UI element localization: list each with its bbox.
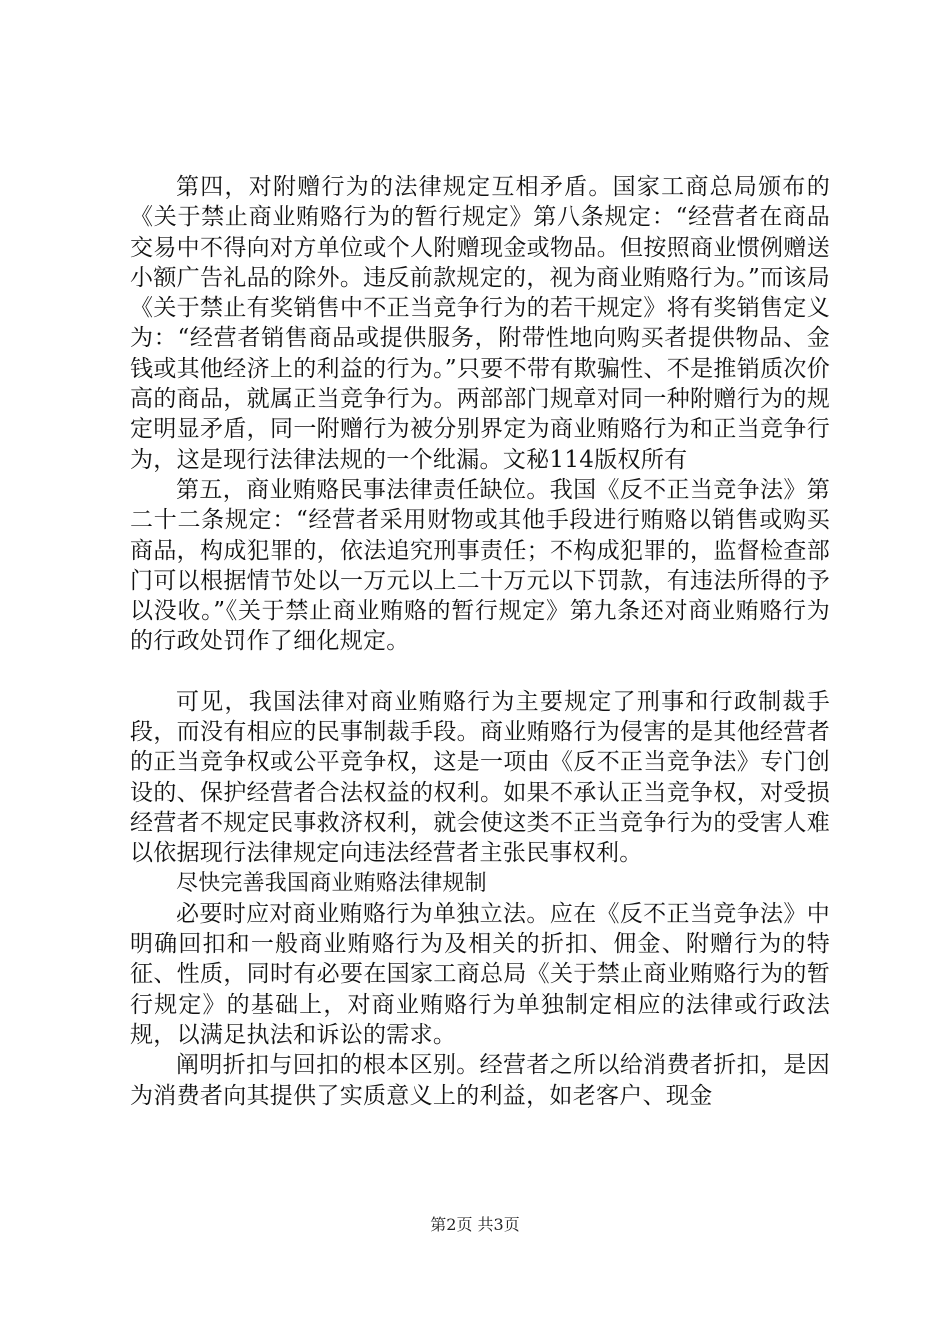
paragraph-separate-legislation: 必要时应对商业贿赂行为单独立法。应在《反不正当竞争法》中明确回扣和一般商业贿赂行为及相关的折扣、佣金、附赠行为的特征、性质，同时有必要在国家工商总局《关于禁止商业贿赂行为的暂行规定》的基础上，对商业贿赂行为单独制定相应的法律或行政法规，以满足执法和诉讼的需求。 [130,900,830,1049]
document-body [130,172,830,1111]
section-heading: 尽快完善我国商业贿赂法律规制 [176,870,487,896]
paragraph-conclusion: 可见，我国法律对商业贿赂行为主要规定了刑事和行政制裁手段，而没有相应的民事制裁手段。商业贿赂行为侵害的是其他经营者的正当竞争权或公平竞争权，这是一项由《反不正当竞争法》专门创设的、保护经营者合法权益的权利。如果不承认正当竞争权，对受损经营者不规定民事救济权利，就会使这类不正当竞争行为的受害人难以依据现行法律规定向违法经营者主张民事权利。 [130,688,830,867]
page-footer: 第2页 共3页 [430,1215,520,1234]
paragraph-gap [130,657,830,687]
paragraph-fifth-point: 第五，商业贿赂民事法律责任缺位。我国《反不正当竞争法》第二十二条规定：“经营者采用财物或其他手段进行贿赂以销售或购买商品，构成犯罪的，依法追究刑事责任；不构成犯罪的，监督检查部门可以根据情节处以一万元以上二十万元以下罚款，有违法所得的予以没收。”《关于禁止商业贿赂的暂行规定》第九条还对商业贿赂行为的行政处罚作了细化规定。 [130,476,830,655]
paragraph-discount-vs-kickback: 阐明折扣与回扣的根本区别。经营者之所以给消费者折扣，是因为消费者向其提供了实质意义上的利益，如老客户、现金 [130,1052,830,1109]
paragraph-fourth-point: 第四，对附赠行为的法律规定互相矛盾。国家工商总局颁布的《关于禁止商业贿赂行为的暂行规定》第八条规定：“经营者在商品交易中不得向对方单位或个人附赠现金或物品。但按照商业惯例赠送小额广告礼品的除外。违反前款规定的，视为商业贿赂行为。”而该局《关于禁止有奖销售中不正当竞争行为的若干规定》将有奖销售定义为：“经营者销售商品或提供服务，附带性地向购买者提供物品、金钱或其他经济上的利益的行为。”只要不带有欺骗性、不是推销质次价高的商品，就属正当竞争行为。两部部门规章对同一种附赠行为的规定明显矛盾，同一附赠行为被分别界定为商业贿赂行为和正当竞争行为，这是现行法律法规的一个纰漏。文秘114版权所有 [130,174,830,473]
